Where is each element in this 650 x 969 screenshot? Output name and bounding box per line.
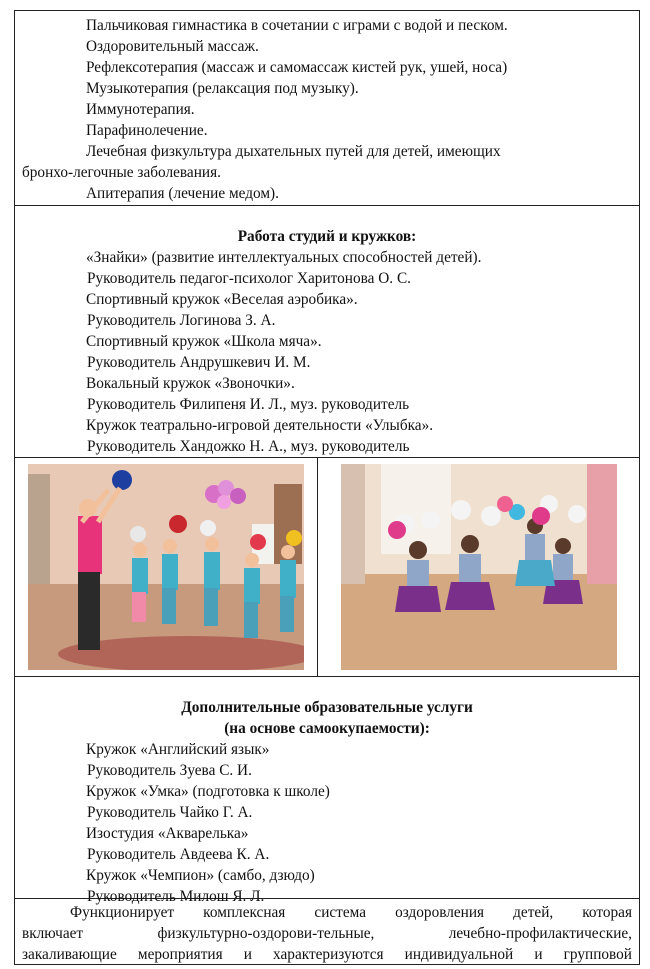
photos-section bbox=[15, 458, 639, 677]
list-item: Парафинолечение. bbox=[86, 122, 208, 139]
additional-services-section bbox=[15, 677, 639, 905]
list-item: Оздоровительный массаж. bbox=[86, 38, 259, 55]
leader-line: Руководитель педагог-психолог Харитонова О. С. bbox=[87, 270, 411, 287]
list-item-continuation: бронхо-легочные заболевания. bbox=[22, 164, 221, 181]
list-item: Кружок «Английский язык» bbox=[86, 741, 270, 758]
list-item: Рефлексотерапия (массаж и самомассаж кистей рук, ушей, носа) bbox=[86, 59, 508, 76]
list-item: «Знайки» (развитие интеллектуальных способностей детей). bbox=[86, 249, 482, 266]
list-item: Кружок «Умка» (подготовка к школе) bbox=[86, 783, 330, 800]
paragraph-line: закаливающие мероприятия и характеризуются индивидуальной и групповой bbox=[22, 946, 632, 963]
aerobics-photo bbox=[28, 464, 304, 670]
list-item: Кружок «Чемпион» (самбо, дзюдо) bbox=[86, 867, 315, 884]
paragraph-line: включает физкультурно-оздорови-тельные, лечебно-профилактические, bbox=[22, 925, 632, 942]
leader-line: Руководитель Зуева С. И. bbox=[87, 762, 252, 779]
list-item: Вокальный кружок «Звоночки». bbox=[86, 375, 295, 392]
section-heading: Работа студий и кружков: bbox=[237, 228, 417, 245]
section-subheading: (на основе самоокупаемости): bbox=[224, 720, 430, 737]
section-heading: Дополнительные образовательные услуги bbox=[181, 699, 473, 716]
paragraph-line: Функционирует комплексная система оздоровления детей, которая bbox=[70, 904, 632, 921]
document-frame bbox=[14, 10, 640, 965]
list-item: Лечебная физкультура дыхательных путей для детей, имеющих bbox=[86, 143, 501, 160]
leader-line: Руководитель Логинова З. А. bbox=[87, 312, 276, 329]
list-item: Кружок театрально-игровой деятельности «Улыбка». bbox=[86, 417, 434, 434]
photo-cell-left bbox=[15, 458, 318, 676]
studios-section bbox=[15, 206, 639, 458]
photo-cell-right bbox=[318, 458, 639, 676]
list-item: Спортивный кружок «Веселая аэробика». bbox=[86, 291, 358, 308]
list-item: Спортивный кружок «Школа мяча». bbox=[86, 333, 322, 350]
leader-line: Руководитель Милош Я. Л. bbox=[87, 888, 265, 905]
footer-paragraph bbox=[15, 899, 639, 966]
leader-line: Руководитель Филипеня И. Л., муз. руководитель bbox=[87, 396, 410, 413]
health-procedures-section bbox=[15, 11, 639, 206]
list-item: Пальчиковая гимнастика в сочетании с играми с водой и песком. bbox=[86, 17, 508, 34]
list-item: Музыкотерапия (релаксация под музыку). bbox=[86, 80, 359, 97]
list-item: Изостудия «Акварелька» bbox=[86, 825, 249, 842]
leader-line: Руководитель Хандожко Н. А., муз. руководитель bbox=[87, 438, 410, 455]
leader-line: Руководитель Андрушкевич И. М. bbox=[87, 354, 311, 371]
dance-photo bbox=[341, 464, 617, 670]
list-item: Апитерапия (лечение медом). bbox=[86, 185, 279, 202]
leader-line: Руководитель Авдеева К. А. bbox=[87, 846, 270, 863]
leader-line: Руководитель Чайко Г. А. bbox=[87, 804, 253, 821]
list-item: Иммунотерапия. bbox=[86, 101, 195, 118]
